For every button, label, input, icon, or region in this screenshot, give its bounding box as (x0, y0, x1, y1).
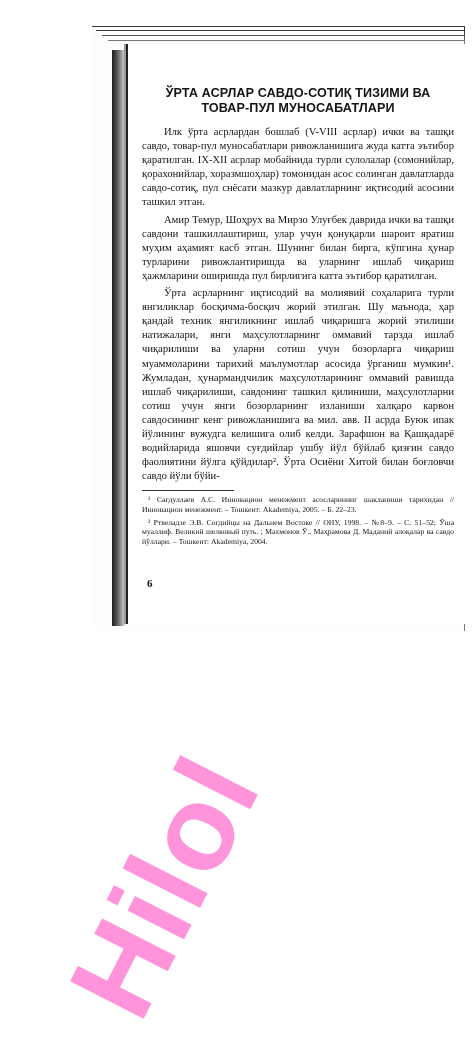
footnote: ² Ртвеладзе Э.В. Согдийцы на Дальнем Востоке // ОНУ, 1998. – №8–9. – С. 51–52; Ўша муаллиф. Великий шелковый путь. ; Махмонов Ў., Маҳрамова Д. Маданий алоқалар ва савдо йўллари. – Тошкент: Akademiya, 2004. (142, 517, 454, 546)
chapter-title-line-2: ТОВАР-ПУЛ МУНОСАБАТЛАРИ (201, 101, 395, 115)
chapter-title-line-1: ЎРТА АСРЛАР САВДО-СОТИҚ ТИЗИМИ ВА (165, 86, 431, 100)
paragraph: Амир Темур, Шоҳрух ва Мирзо Улуғбек даврида ички ва ташқи савдони ташкиллаштириш, улар учун қонуқарли шароит яратиш муҳим аҳамият касб этган. Шунинг билан бирга, кўпгина ҳунар турларини ривожлантиришда ва уларнинг ишлаб чиқариш ҳажмларини оширишда пул бирлигига катта эътибор қаратилган. (142, 214, 454, 282)
page-content (142, 86, 454, 549)
paragraph: Ўрта асрларнинг иқтисодий ва молиявий соҳаларига турли янгиликлар босқичма-босқич жорий этилган. Шу маънода, ҳар қандай техник янгиликнинг ишлаб чиқаришга жорий этилиши натижалари, янги маҳсулотларнинг оммавий тарзда ишлаб чиқарилиши ва уларни сотиш учун бозорларга чиқариш муаммоларини тарихий маълумотлар асосида ўрганиш мумкин¹. Жумладан, ҳунармандчилик маҳсулотларининг оммавий равишда ишлаб чиқарилиши, савдонинг ташкил қилиниши, маҳсулотларни сотиш учун янги бозорларнинг изланиши халқаро карвон савдосининг кенг ривожланишига ва мил. авв. II асрда Буюк ипак йўлининг вужудга келишига олиб келди. Зарафшон ва Қашқадарё водийларида яшовчи суғдийлар ушбу йўл бўйлаб қизғин савдо фаолиятини йўлга қўйдилар². Ўрта Осиёни Хитой билан боғловчи савдо йўли бўйи- (142, 288, 454, 483)
footnote: ¹ Сағдуллаев А.С. Инновацион менежмент асосларининг шакланиши тарихидан // Инновацион менежмент. – Тошкент: Akademiya, 2005. – Б. 22–23. (142, 495, 454, 514)
watermark-container (40, 620, 286, 1038)
page-number: 6 (147, 578, 153, 590)
book-spine-shadow (112, 50, 126, 626)
chapter-title (142, 86, 454, 116)
watermark-logo: Hilol (43, 736, 286, 1038)
footnote-divider (142, 490, 234, 491)
paragraph: Илк ўрта асрлардан бошлаб (V-VIII асрлар) ички ва ташқи савдо, товар-пул муносабатлари ривожланишига жуда катта эътибор қаратилган. IX-XII асрлар мобайнида турли сулолалар (сомонийлар, қорахонийлар, хоразмшоҳлар) томонидан асос солинган давлатларда савдо-сотиқ, пул снёсати мазкур давлатларнинг иқтисодий асосини ташкил этган. (142, 127, 454, 209)
